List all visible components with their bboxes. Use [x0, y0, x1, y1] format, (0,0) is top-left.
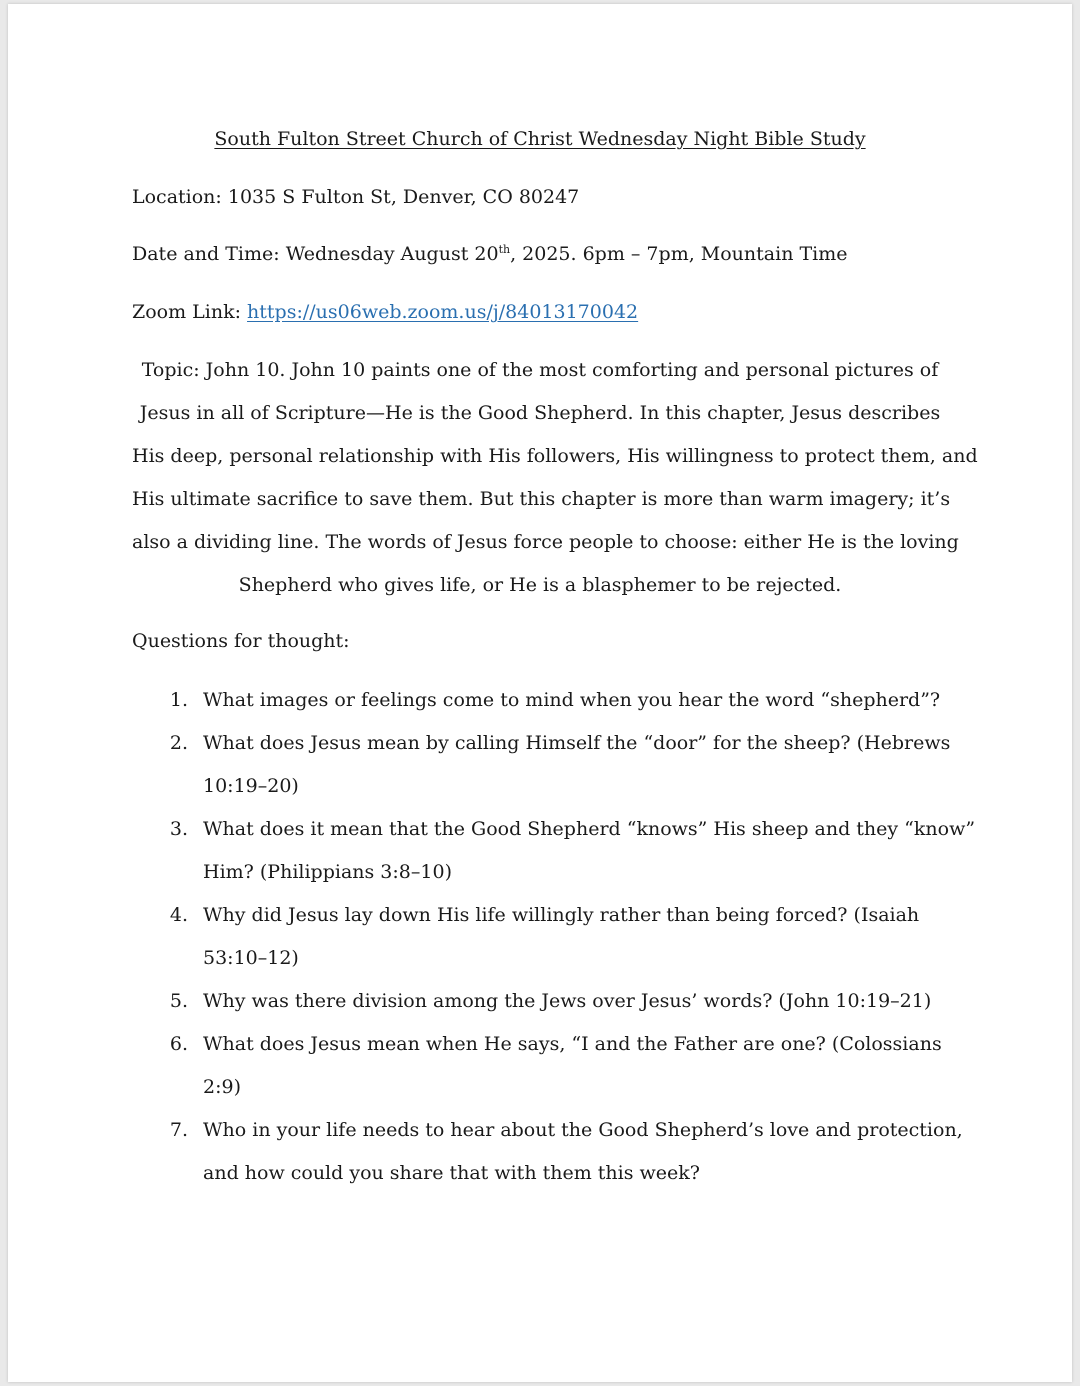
question-line: 10:19–20) [203, 775, 299, 797]
question-item [132, 679, 948, 722]
question-line: Why was there division among the Jews over Jesus’ words? (John 10:19–21) [203, 990, 932, 1012]
topic-line: His deep, personal relationship with His followers, His willingness to protect them, and [132, 445, 978, 467]
topic-line: Jesus in all of Scripture—He is the Good Shepherd. In this chapter, Jesus describes [139, 402, 941, 424]
question-line: 53:10–12) [203, 947, 299, 969]
question-item [132, 980, 948, 1023]
date-rest: , 2025. 6pm – 7pm, Mountain Time [510, 243, 848, 265]
question-text [203, 1109, 963, 1195]
date-time-row [132, 242, 847, 266]
question-number: 3. [169, 818, 188, 840]
question-item [132, 1023, 948, 1109]
question-line: and how could you share that with them this week? [203, 1162, 700, 1184]
question-line: What images or feelings come to mind when you hear the word “shepherd”? [203, 689, 941, 711]
zoom-row [132, 300, 638, 324]
question-text [203, 980, 948, 1023]
question-number: 7. [169, 1119, 188, 1141]
question-line: Who in your life needs to hear about the Good Shepherd’s love and protection, [203, 1119, 963, 1141]
question-line: 2:9) [203, 1076, 241, 1098]
zoom-link[interactable]: https://us06web.zoom.us/j/84013170042 [247, 301, 639, 323]
question-text [203, 894, 948, 980]
question-number: 1. [169, 689, 188, 711]
topic-line: also a dividing line. The words of Jesus force people to choose: either He is the loving [132, 531, 959, 553]
question-text [203, 808, 976, 894]
location-label: Location: [132, 186, 222, 208]
question-line: What does Jesus mean by calling Himself the “door” for the sheep? (Hebrews [203, 732, 951, 754]
location-row [132, 185, 579, 209]
question-text [203, 722, 951, 808]
question-number: 4. [169, 904, 188, 926]
page-title-text: South Fulton Street Church of Christ Wednesday Night Bible Study [214, 128, 866, 150]
question-line: Why did Jesus lay down His life willingly rather than being forced? (Isaiah [203, 904, 920, 926]
question-number: 6. [169, 1033, 188, 1055]
question-number: 2. [169, 732, 188, 754]
question-item [132, 1109, 963, 1195]
location-value: 1035 S Fulton St, Denver, CO 80247 [227, 186, 580, 208]
date-ordinal-suffix: th [498, 243, 511, 256]
topic-line: Topic: John 10. John 10 paints one of the most comforting and personal pictures of [141, 359, 939, 381]
zoom-label: Zoom Link: [132, 301, 241, 323]
topic-line: His ultimate sacrifice to save them. But this chapter is more than warm imagery; it’s [132, 488, 951, 510]
page-title [132, 127, 948, 151]
question-line: What does Jesus mean when He says, “I and the Father are one? (Colossians [203, 1033, 942, 1055]
question-item [132, 808, 976, 894]
questions-list [132, 679, 976, 1195]
question-number: 5. [169, 990, 188, 1012]
question-line: What does it mean that the Good Shepherd “knows” His sheep and they “know” [203, 818, 976, 840]
date-day: Wednesday August 20 [285, 243, 499, 265]
question-text [203, 679, 948, 722]
topic-line: Shepherd who gives life, or He is a blasphemer to be rejected. [238, 574, 842, 596]
date-label: Date and Time: [132, 243, 280, 265]
question-line: Him? (Philippians 3:8–10) [203, 861, 452, 883]
questions-heading: Questions for thought: [132, 630, 350, 652]
question-item [132, 722, 951, 808]
topic-paragraph [132, 349, 978, 607]
question-text [203, 1023, 948, 1109]
document-page [8, 4, 1072, 1382]
question-item [132, 894, 948, 980]
